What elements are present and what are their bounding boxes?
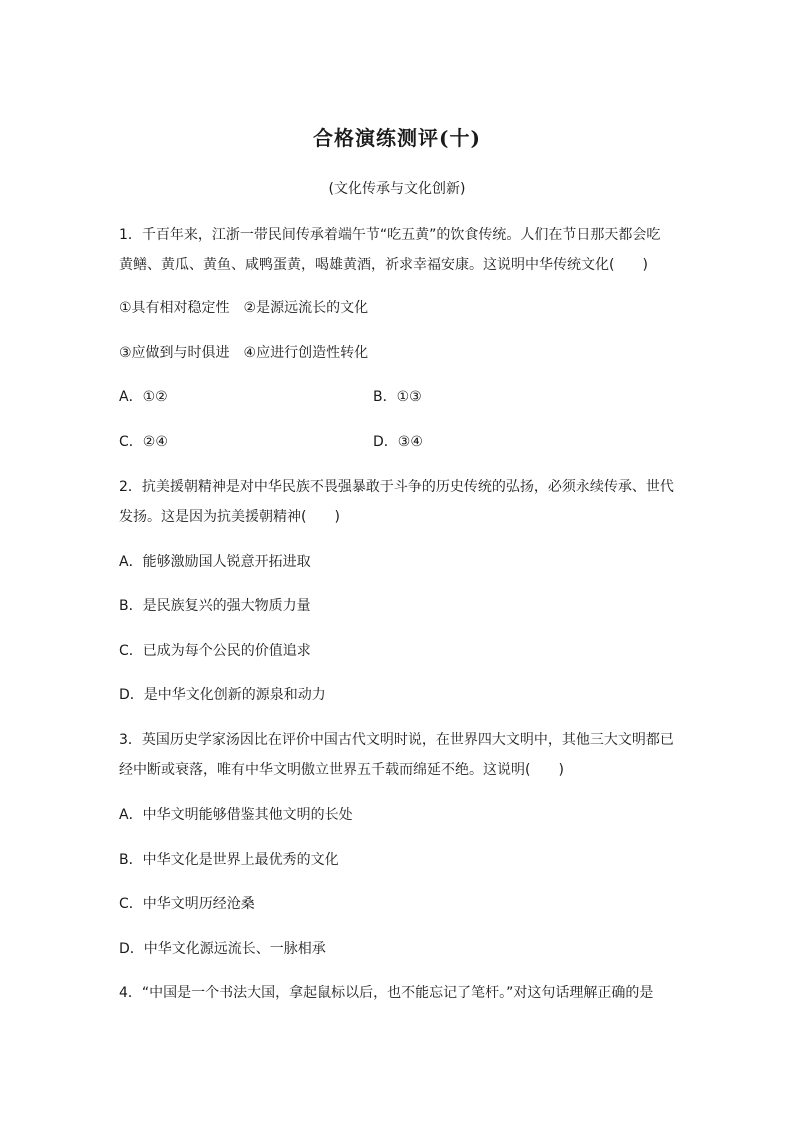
- question-3-option-d: D．中华文化源远流长、一脉相承: [119, 941, 326, 957]
- question-3-stem-line-2: 经中断或衰落，唯有中华文明傲立世界五千载而绵延不绝。这说明( ): [119, 762, 564, 778]
- question-1-option-a: A．①②: [119, 389, 168, 405]
- question-3-stem-line-1: 3．英国历史学家汤因比在评价中国古代文明时说，在世界四大文明中，其他三大文明都已: [119, 732, 674, 748]
- question-2-stem-line-1: 2．抗美援朝精神是对中华民族不畏强暴敢于斗争的历史传统的弘扬，必须永续传承、世代: [119, 479, 674, 495]
- question-2-option-c: C．已成为每个公民的价值追求: [119, 643, 311, 659]
- question-2-option-a: A．能够激励国人锐意开拓进取: [119, 554, 311, 570]
- question-1-statements-line-1: ①具有相对稳定性 ②是源远流长的文化: [119, 300, 369, 316]
- question-1-option-b: B．①③: [373, 389, 422, 405]
- question-1-statements-line-2: ③应做到与时俱进 ④应进行创造性转化: [119, 345, 369, 361]
- question-1-stem-line-2: 黄鳝、黄瓜、黄鱼、咸鸭蛋黄，喝雄黄酒，祈求幸福安康。这说明中华传统文化( ): [119, 257, 648, 273]
- question-2-option-b: B．是民族复兴的强大物质力量: [119, 598, 311, 614]
- question-2-option-d: D．是中华文化创新的源泉和动力: [119, 687, 326, 703]
- page-title: 合格演练测评(十): [313, 126, 481, 150]
- question-2-stem-line-2: 发扬。这是因为抗美援朝精神( ): [119, 509, 340, 525]
- question-4-stem-line-1: 4．“中国是一个书法大国，拿起鼠标以后，也不能忘记了笔杆。”对这句话理解正确的是: [119, 985, 654, 1001]
- question-1-option-c: C．②④: [119, 434, 168, 450]
- question-3-option-c: C．中华文明历经沧桑: [119, 896, 255, 912]
- question-3-option-b: B．中华文化是世界上最优秀的文化: [119, 852, 339, 868]
- page-subtitle: (文化传承与文化创新): [328, 181, 466, 197]
- question-1-option-d: D．③④: [373, 434, 423, 450]
- question-3-option-a: A．中华文明能够借鉴其他文明的长处: [119, 807, 353, 823]
- question-1-stem-line-1: 1．千百年来，江浙一带民间传承着端午节“吃五黄”的饮食传统。人们在节日那天都会吃: [119, 227, 661, 243]
